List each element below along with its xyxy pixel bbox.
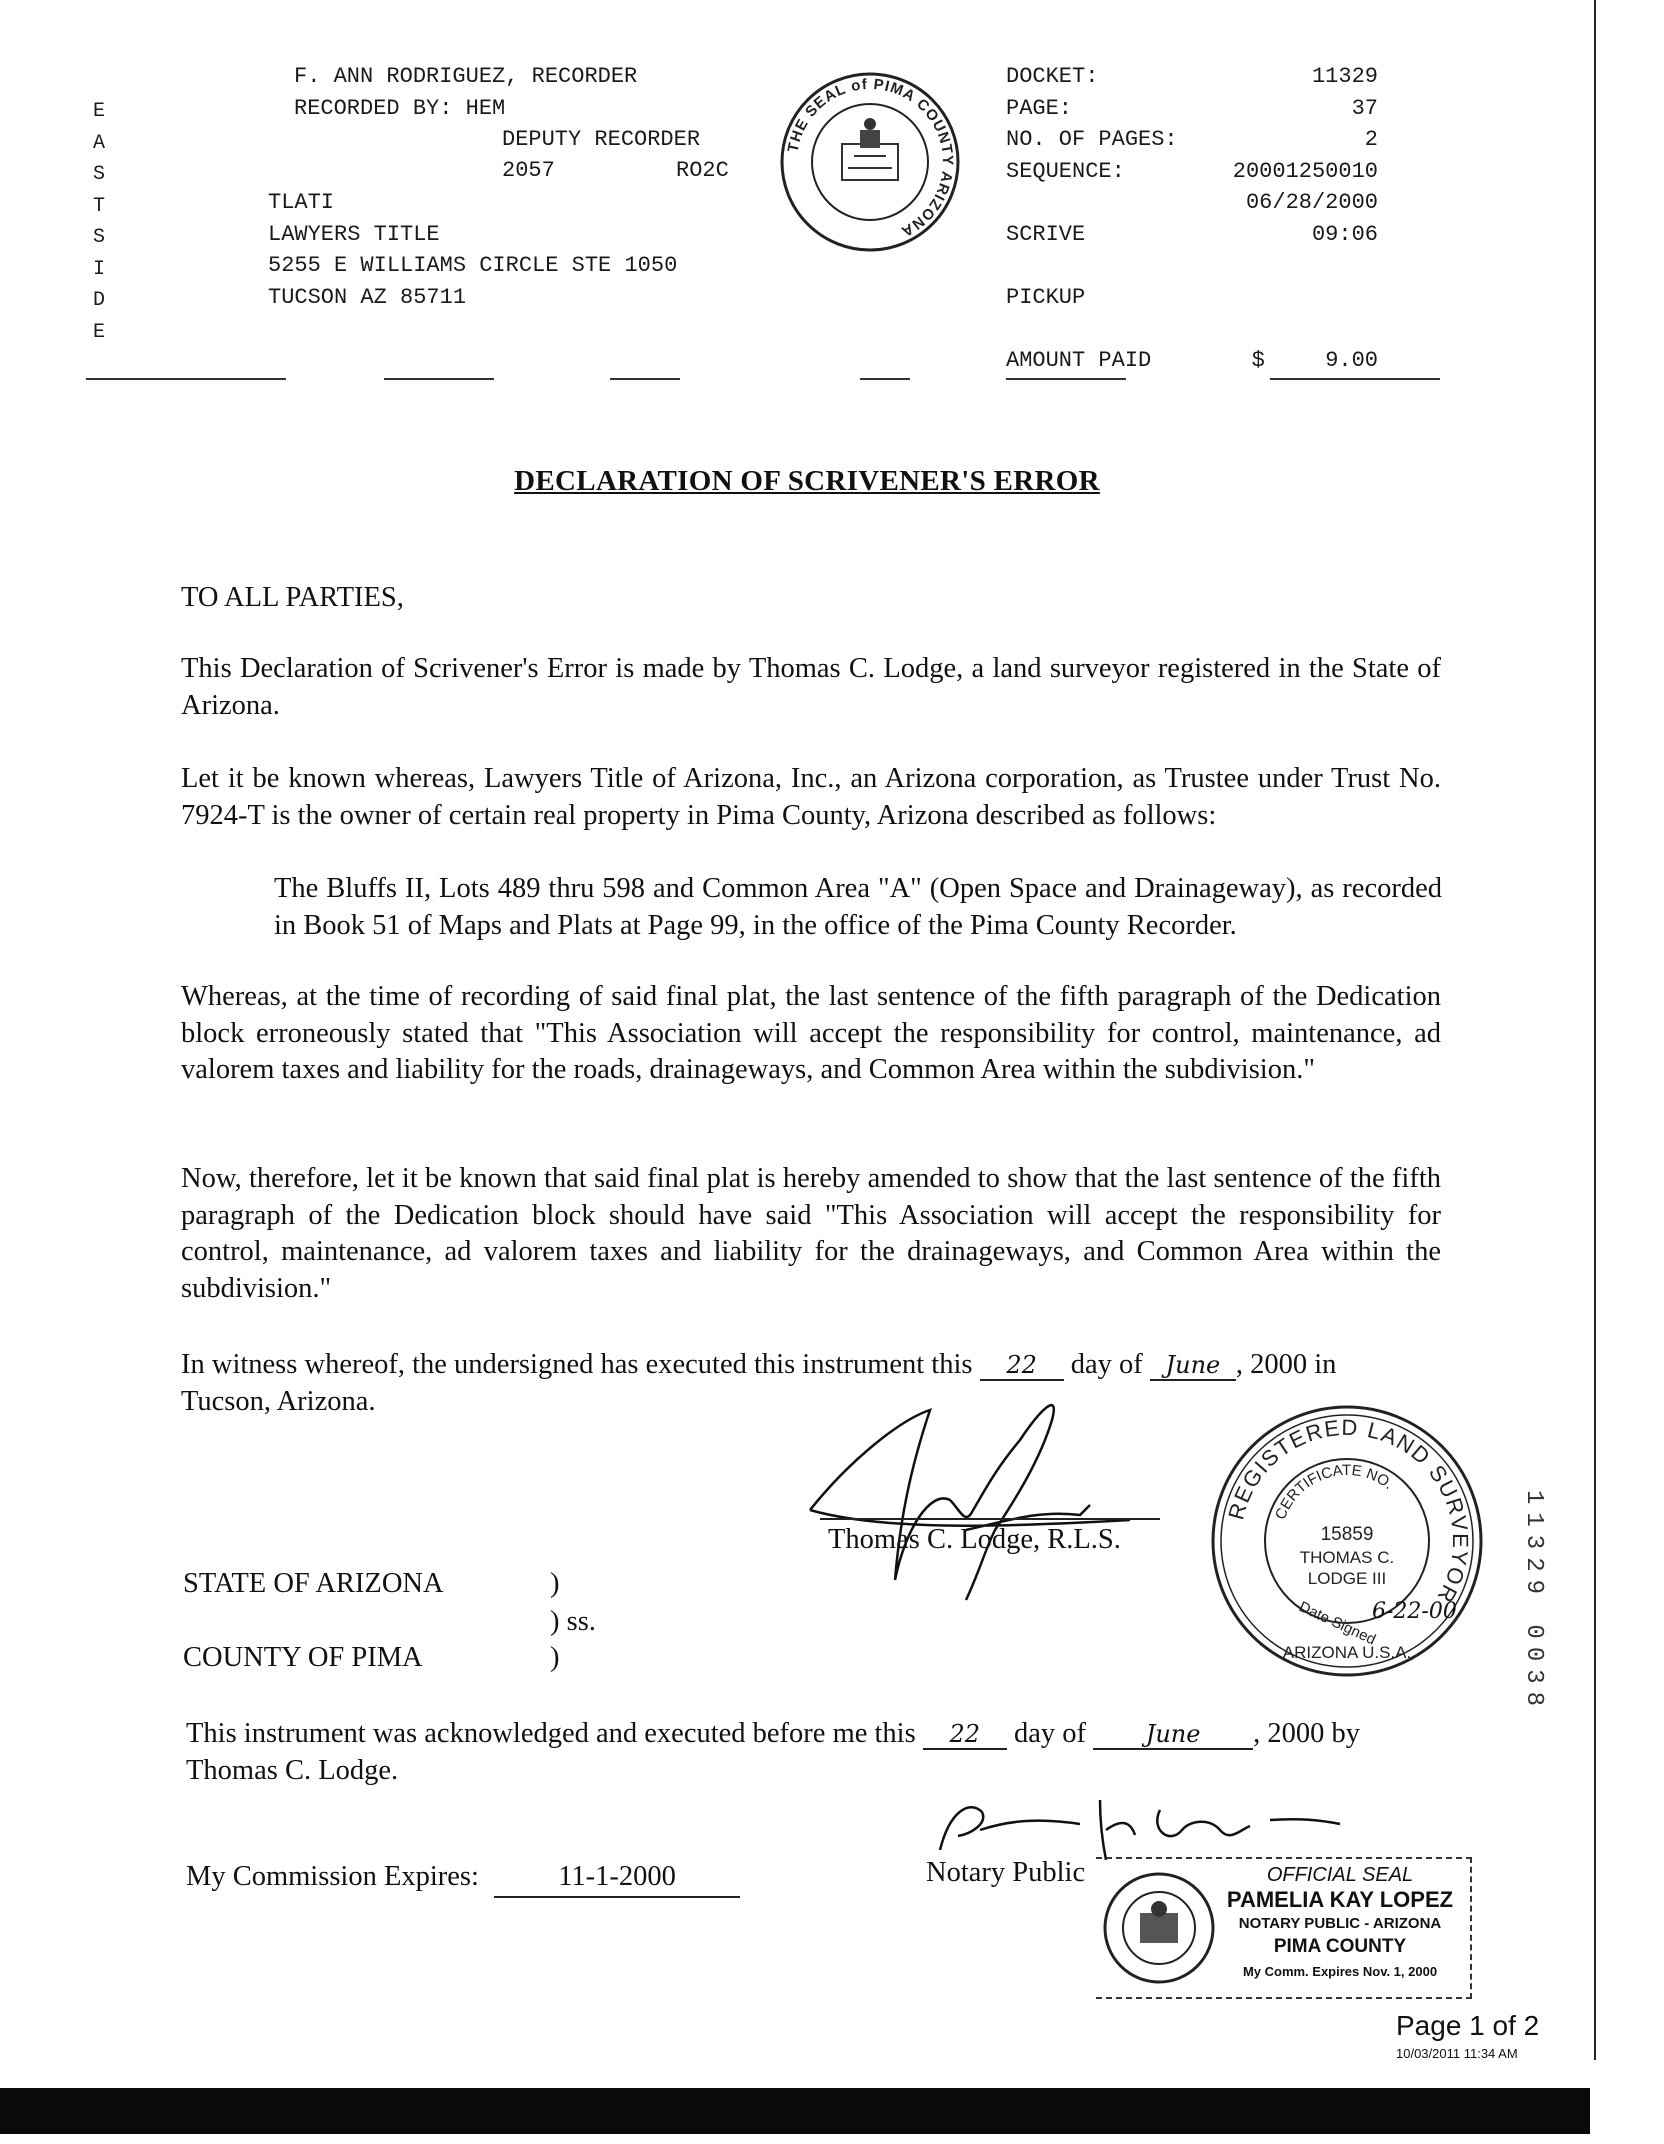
recorded-by-label: RECORDED BY: <box>294 95 453 121</box>
paragraph-4: Whereas, at the time of recording of said final plat, the last sentence of the fifth paragraph of the Dedication block erroneously stated that "This Association will accept the responsibility for control, maintenance, ad valorem taxes and liability for the roads, drainageways, and Common Area within the subdivision." <box>181 981 1441 1085</box>
pages-label: NO. OF PAGES: <box>1006 127 1178 152</box>
deputy-number: 2057 <box>502 158 555 183</box>
pages-value: 2 <box>1364 127 1378 152</box>
salutation: TO ALL PARTIES, <box>181 582 404 613</box>
commission-value: 11-1-2000 <box>494 1859 740 1898</box>
lodge-signature <box>790 1380 1150 1610</box>
separator <box>860 378 910 380</box>
county-label: COUNTY OF PIMA <box>183 1642 423 1673</box>
pages-row <box>1006 124 1378 156</box>
side-letter: S <box>92 163 105 186</box>
signer-name: Thomas C. Lodge, R.L.S. <box>828 1524 1121 1555</box>
ack-text-c: , 2000 by <box>1253 1718 1360 1749</box>
ss-label: ) ss. <box>550 1606 596 1637</box>
scrive-label: SCRIVE <box>1006 221 1086 247</box>
scan-bottom-bar <box>0 2088 1590 2134</box>
notary-county: PIMA COUNTY <box>1273 1936 1407 1957</box>
sequence-value: 20001250010 <box>1232 158 1378 184</box>
record-time: 09:06 <box>1311 221 1378 247</box>
separator <box>610 378 680 380</box>
deputy-recorder: DEPUTY RECORDER <box>502 127 701 152</box>
side-letter: E <box>92 320 105 344</box>
witness-text-c: , 2000 in <box>1235 1349 1337 1380</box>
surveyor-name-2: LODGE III <box>1307 1569 1387 1588</box>
side-letter: D <box>92 289 105 312</box>
recorder-name: F. ANN RODRIGUEZ, RECORDER <box>294 64 638 89</box>
docket-value: 11329 <box>1311 64 1378 89</box>
ack-text-a: This instrument was acknowledged and executed before me this <box>186 1718 916 1749</box>
notary-name: PAMELIA KAY LOPEZ <box>1226 1887 1454 1912</box>
witness-month: June <box>1150 1351 1236 1381</box>
ack-day: 22 <box>923 1720 1007 1750</box>
witness-day: 22 <box>980 1351 1064 1381</box>
record-date: 06/28/2000 <box>1245 190 1378 215</box>
address-line-2: TUCSON AZ 85711 <box>268 284 467 310</box>
scrive-row <box>1006 219 1378 251</box>
spacer-row <box>1006 313 1378 345</box>
party-block <box>268 187 677 313</box>
certificate-number: 15859 <box>1320 1524 1374 1545</box>
notary-expires: My Comm. Expires Nov. 1, 2000 <box>1242 1964 1438 1979</box>
ack-text-b: day of <box>1013 1718 1086 1749</box>
sequence-label: SEQUENCE: <box>1006 158 1125 184</box>
amount-label: AMOUNT PAID <box>1006 347 1152 373</box>
separator <box>1270 378 1440 380</box>
sequence-row <box>1006 156 1378 188</box>
paren-close: ) <box>550 1642 560 1673</box>
docket-block <box>1006 61 1378 376</box>
side-letter: I <box>92 257 105 281</box>
side-letter: T <box>92 194 105 218</box>
separator <box>384 378 494 380</box>
surveyor-seal <box>1206 1400 1488 1682</box>
document-title: DECLARATION OF SCRIVENER'S ERROR <box>514 465 1100 497</box>
separator <box>1006 378 1126 380</box>
eastside-label <box>88 96 110 348</box>
recorder-block <box>294 61 637 124</box>
pima-county-seal <box>776 68 964 256</box>
official-seal-label: OFFICIAL SEAL <box>1266 1864 1414 1886</box>
pickup-label: PICKUP <box>1006 284 1086 310</box>
recorded-by-row <box>294 93 637 125</box>
witness-line <box>181 1347 1336 1384</box>
margin-stamp: 11329 0038 <box>1520 1490 1547 1715</box>
witness-text-a: In witness whereof, the undersigned has executed this instrument this <box>181 1349 973 1380</box>
paren-close: ) <box>550 1568 560 1599</box>
date-signed-label: Date Signed <box>1296 1598 1379 1649</box>
notary-title: NOTARY PUBLIC - ARIZONA <box>1238 1915 1442 1932</box>
surveyor-country: ARIZONA U.S.A. <box>1282 1643 1412 1662</box>
recorded-by-value: HEM <box>465 95 506 121</box>
page-label: PAGE: <box>1006 95 1073 121</box>
page-number: Page 1 of 2 <box>1396 2010 1540 2041</box>
surveyor-name-1: THOMAS C. <box>1299 1548 1395 1567</box>
paragraph-2: Let it be known whereas, Lawyers Title of Arizona, Inc., an Arizona corporation, as Trustee under Trust No. 7924-T is the owner of certain real property in Pima County, Arizona described as follows: <box>181 763 1441 831</box>
date-signed-value: 6-22-00 <box>1372 1599 1457 1624</box>
svg-text:CERTIFICATE NO. <box>1272 1462 1397 1522</box>
svg-text:THE SEAL of PIMA COUNTY ARIZON <box>785 76 956 240</box>
docket-row <box>1006 61 1378 93</box>
witness-place: Tucson, Arizona. <box>181 1386 376 1417</box>
party-code: TLATI <box>268 190 335 215</box>
state-label: STATE OF ARIZONA <box>183 1568 444 1599</box>
ack-month: June <box>1093 1720 1253 1750</box>
arizona-state-seal <box>1100 1869 1218 1987</box>
page-value: 37 <box>1351 95 1378 121</box>
witness-text-b: day of <box>1070 1349 1143 1380</box>
signature-line <box>820 1518 1160 1520</box>
amount-currency: $ <box>1251 347 1265 373</box>
county-seal-text: THE SEAL of PIMA COUNTY ARIZONA <box>784 75 957 241</box>
certificate-label: CERTIFICATE NO. <box>1272 1461 1397 1523</box>
ack-name: Thomas C. Lodge. <box>186 1755 399 1786</box>
company-name: LAWYERS TITLE <box>268 221 440 247</box>
print-timestamp: 10/03/2011 11:34 AM <box>1396 2046 1518 2061</box>
separator <box>86 378 286 380</box>
side-letter: A <box>92 131 105 155</box>
commission-label: My Commission Expires: <box>186 1861 479 1892</box>
page-border <box>1594 0 1596 2060</box>
notary-seal <box>1096 1857 1472 1999</box>
amount-value: 9.00 <box>1325 347 1378 373</box>
notary-seal-text <box>1214 1863 1466 1985</box>
commission-row <box>186 1859 740 1898</box>
page-row <box>1006 93 1378 125</box>
spacer-row <box>1006 250 1378 282</box>
deputy-code: RO2C <box>676 158 729 183</box>
paragraph-3: The Bluffs II, Lots 489 thru 598 and Common Area "A" (Open Space and Drainageway), as recorded in Book 51 of Maps and Plats at Page 99, in the office of the Pima County Recorder. <box>274 873 1442 941</box>
side-letter: E <box>92 100 105 123</box>
notary-public-label: Notary Public <box>926 1857 1086 1888</box>
side-letter: S <box>92 226 105 249</box>
docket-label: DOCKET: <box>1006 64 1099 89</box>
ack-line <box>186 1716 1360 1753</box>
surveyor-ring-text: REGISTERED LAND SURVEYOR <box>1223 1414 1474 1608</box>
amount-row <box>1006 345 1378 377</box>
paragraph-5: Now, therefore, let it be known that said final plat is hereby amended to show that the last sentence of the fifth paragraph of the Dedication block should have said "This Association will accept the responsibility for control, maintenance, ad valorem taxes and liability for the drainageways, and Common Area within the subdivision." <box>181 1163 1441 1304</box>
paragraph-1: This Declaration of Scrivener's Error is made by Thomas C. Lodge, a land surveyor registered in the State of Arizona. <box>181 653 1441 721</box>
address-line-1: 5255 E WILLIAMS CIRCLE STE 1050 <box>268 253 678 278</box>
